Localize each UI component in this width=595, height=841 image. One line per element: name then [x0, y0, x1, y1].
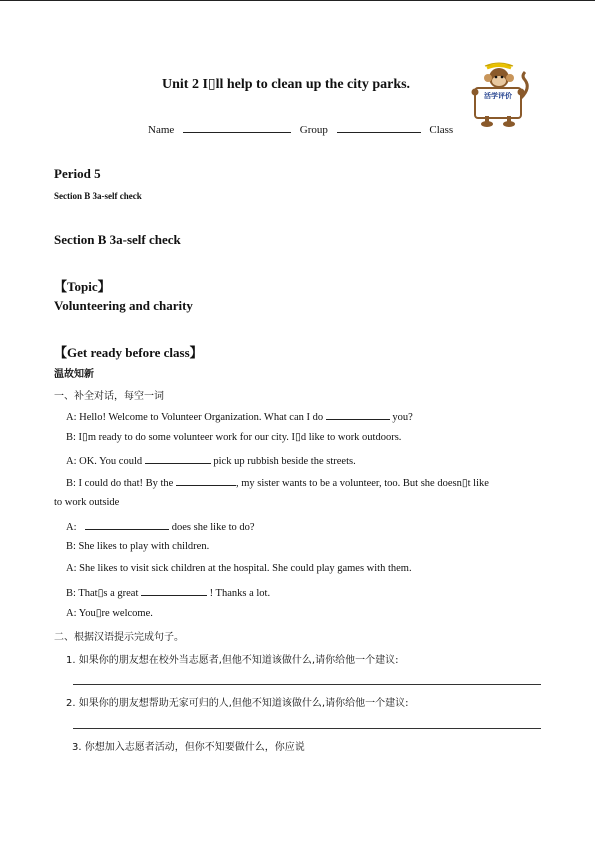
question-item: 3. 你想加入志愿者活动，但你不知要做什么，你应说 [72, 742, 305, 753]
dialogue-line: B: I could do that! By the , my sister wants to be a volunteer, too. But she doesn▯t like [66, 475, 489, 489]
dialogue-line: A: OK. You could pick up rubbish beside the streets. [66, 453, 356, 467]
answer-blank[interactable] [326, 409, 390, 420]
dialogue-line: A: does she like to do? [66, 519, 255, 533]
dialogue-line: A: She likes to visit sick children at the hospital. She could play games with them. [66, 563, 412, 574]
student-info-line [148, 122, 453, 136]
dialogue-line: B: That▯s a great ! Thanks a lot. [66, 585, 270, 599]
group-label: Group [299, 124, 328, 136]
answer-blank[interactable] [85, 519, 169, 530]
section-title: Section B 3a-self check [54, 232, 181, 247]
dialogue-line: B: She likes to play with children. [66, 541, 210, 552]
badge-label: 活学评价 [484, 92, 512, 100]
review-subheading: 温故知新 [54, 369, 94, 380]
answer-blank[interactable] [141, 585, 207, 596]
answer-line[interactable] [73, 728, 541, 729]
page-title: Unit 2 I▯ll help to clean up the city parks. [162, 77, 411, 92]
dialogue-line: B: I▯m ready to do some volunteer work for our city. I▯d like to work outdoors. [66, 432, 402, 443]
part2-heading: 二、根据汉语提示完成句子。 [54, 632, 184, 643]
answer-blank[interactable] [145, 453, 211, 464]
period-title: Period 5 [54, 166, 101, 181]
name-label: Name [148, 124, 175, 136]
question-item: 1. 如果你的朋友想在校外当志愿者,但他不知道该做什么,请你给他一个建议: [66, 655, 399, 666]
monkey-mascot-icon [465, 58, 533, 130]
top-rule [0, 0, 595, 1]
class-label: Class [429, 124, 454, 136]
name-field[interactable] [183, 122, 291, 133]
topic-text: Volunteering and charity [54, 298, 193, 313]
topic-heading: 【Topic】 [54, 279, 111, 294]
period-subtitle: Section B 3a-self check [54, 191, 142, 201]
dialogue-line: to work outside [54, 497, 120, 508]
dialogue-line: A: Hello! Welcome to Volunteer Organization. What can I do you? [66, 409, 413, 423]
answer-blank[interactable] [176, 475, 236, 486]
group-field[interactable] [337, 122, 421, 133]
ready-heading: 【Get ready before class】 [54, 345, 203, 360]
dialogue-line: A: You▯re welcome. [66, 608, 153, 619]
part1-heading: 一、补全对话，每空一词 [54, 391, 164, 402]
answer-line[interactable] [73, 684, 541, 685]
question-item: 2. 如果你的朋友想帮助无家可归的人,但他不知道该做什么,请你给他一个建议: [66, 698, 409, 709]
